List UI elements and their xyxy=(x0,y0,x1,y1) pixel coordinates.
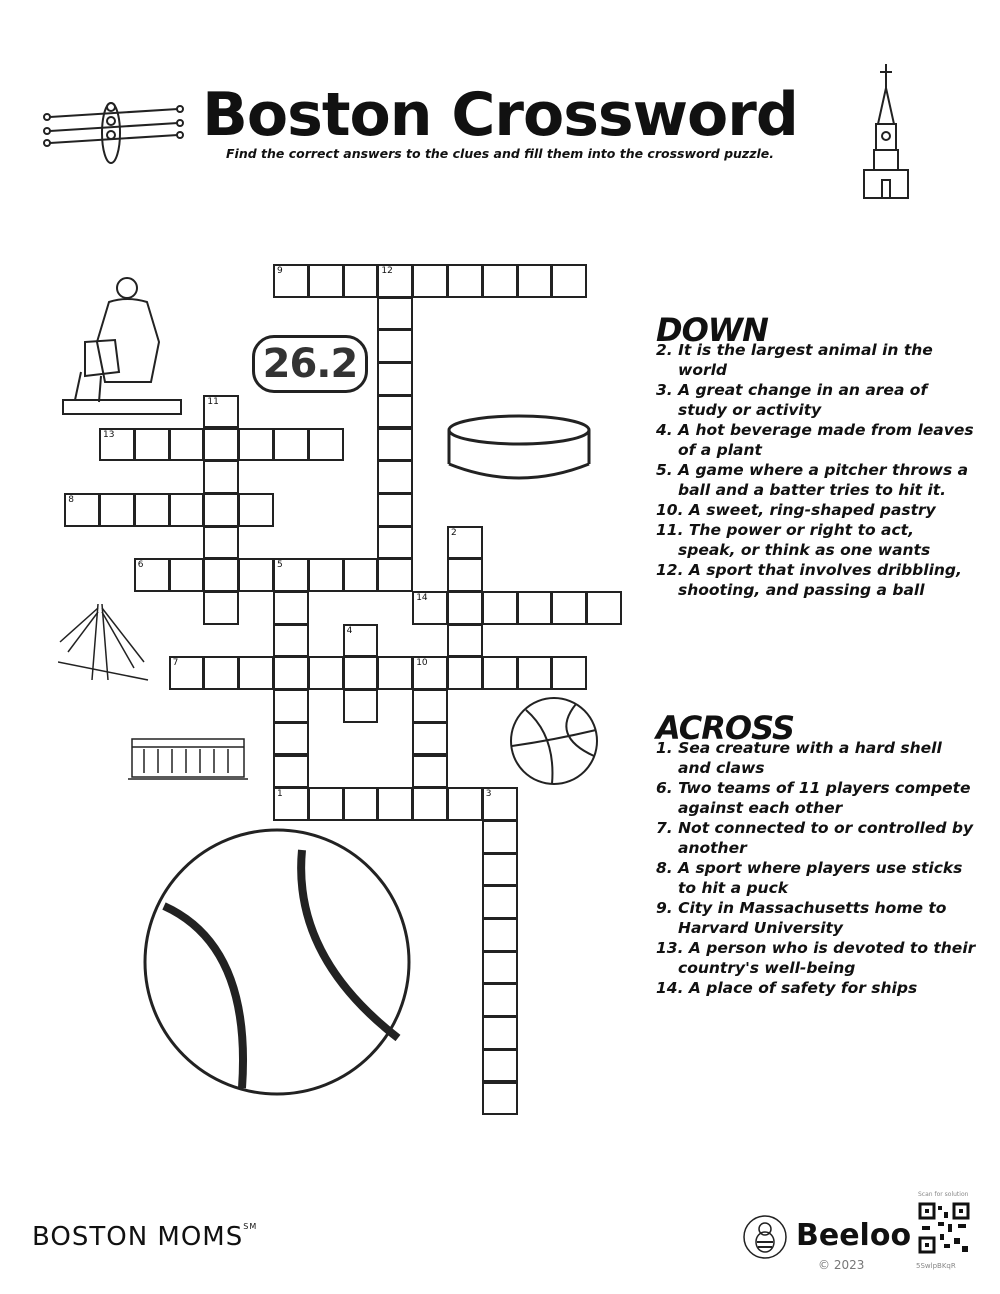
clue-number: 12 xyxy=(381,266,393,276)
crossword-cell[interactable] xyxy=(482,918,518,952)
crossword-cell[interactable] xyxy=(412,787,448,821)
crossword-cell[interactable] xyxy=(308,428,344,462)
crossword-cell[interactable] xyxy=(551,591,587,625)
across-clue: 9. City in Massachusetts home to Harvard University xyxy=(656,899,947,937)
marathon-badge-text: 26.2 xyxy=(262,341,358,387)
crossword-cell[interactable] xyxy=(447,591,483,625)
crossword-cell[interactable] xyxy=(412,689,448,723)
crossword-cell[interactable] xyxy=(343,689,379,723)
down-clue: 10. A sweet, ring-shaped pastry xyxy=(656,501,936,519)
across-clue: 8. A sport where players use sticks to hit a puck xyxy=(656,859,963,897)
crossword-cell[interactable] xyxy=(482,1082,518,1116)
crossword-cell[interactable] xyxy=(308,558,344,592)
crossword-cell[interactable] xyxy=(447,624,483,658)
down-clue: 4. A hot beverage made from leaves of a plant xyxy=(656,421,974,459)
crossword-cell[interactable] xyxy=(412,591,448,625)
crossword-cell[interactable] xyxy=(377,493,413,527)
crossword-cell[interactable] xyxy=(64,493,100,527)
down-clue: 3. A great change in an area of study or activity xyxy=(656,381,928,419)
down-clue: 12. A sport that involves dribbling, shooting, and passing a ball xyxy=(656,561,962,599)
crossword-cell[interactable] xyxy=(169,493,205,527)
clue-number: 5 xyxy=(277,560,283,571)
scan-label: Scan for solution xyxy=(918,1191,969,1198)
down-clue: 5. A game where a pitcher throws a ball and a batter tries to hit it. xyxy=(656,461,969,499)
across-heading: ACROSS xyxy=(656,709,795,747)
clue-number: 10 xyxy=(416,658,428,669)
crossword-cell[interactable] xyxy=(377,460,413,494)
crossword-cell[interactable] xyxy=(482,656,518,690)
clue-number: 13 xyxy=(103,429,115,440)
clue-number: 1 xyxy=(277,789,283,800)
crossword-cell[interactable] xyxy=(377,428,413,462)
across-clue: 1. Sea creature with a hard shell and claws xyxy=(656,739,942,777)
crossword-cell[interactable] xyxy=(482,951,518,985)
crossword-cell[interactable] xyxy=(203,558,239,592)
crossword-cell[interactable] xyxy=(482,885,518,919)
copyright: © 2023 xyxy=(818,1258,865,1272)
crossword-cell[interactable] xyxy=(447,558,483,592)
qr-code-label: 5SwlpBKqR xyxy=(916,1262,956,1270)
crossword-cell[interactable] xyxy=(308,787,344,821)
crossword-cell[interactable] xyxy=(134,558,170,592)
clue-number: 4 xyxy=(346,625,353,636)
crossword-cell[interactable] xyxy=(99,493,135,527)
crossword-cell[interactable] xyxy=(308,656,344,690)
clue-number: 6 xyxy=(137,560,144,571)
crossword-cell[interactable] xyxy=(343,787,379,821)
crossword-cell[interactable] xyxy=(377,264,413,298)
down-clue: 11. The power or right to act, speak, or think as one wants xyxy=(656,521,931,559)
crossword-cell[interactable] xyxy=(169,428,205,462)
crossword-cell[interactable] xyxy=(203,493,239,527)
beeloo-logo-text: Beeloo xyxy=(796,1218,912,1253)
crossword-cell[interactable] xyxy=(517,264,553,298)
crossword-cell[interactable] xyxy=(412,264,448,298)
crossword-cell[interactable] xyxy=(203,395,239,429)
crossword-cell[interactable] xyxy=(343,656,379,690)
crossword-cell[interactable] xyxy=(273,558,309,592)
crossword-cell[interactable] xyxy=(377,526,413,560)
crossword-cell[interactable] xyxy=(447,787,483,821)
crossword-cell[interactable] xyxy=(99,428,135,462)
crossword-cell[interactable] xyxy=(169,656,205,690)
crossword-cell[interactable] xyxy=(517,656,553,690)
crossword-cell[interactable] xyxy=(169,558,205,592)
crossword-cell[interactable] xyxy=(482,853,518,887)
clue-number: 8 xyxy=(68,494,74,505)
boston-moms-text: BOSTON MOMS xyxy=(32,1222,244,1252)
crossword-cell[interactable] xyxy=(412,656,448,690)
crossword-cell[interactable] xyxy=(273,264,309,298)
crossword-cell[interactable] xyxy=(238,493,274,527)
clue-number: 11 xyxy=(207,396,219,407)
crossword-cell[interactable] xyxy=(517,591,553,625)
crossword-cell[interactable] xyxy=(238,558,274,592)
crossword-cell[interactable] xyxy=(273,787,309,821)
across-clue: 14. A place of safety for ships xyxy=(656,979,918,997)
crossword-cell[interactable] xyxy=(377,297,413,331)
crossword-cell[interactable] xyxy=(273,689,309,723)
crossword-cell[interactable] xyxy=(482,264,518,298)
clue-number: 2 xyxy=(451,527,457,538)
crossword-cell[interactable] xyxy=(273,591,309,625)
crossword-cell[interactable] xyxy=(482,1016,518,1050)
boston-moms-logo xyxy=(32,1222,257,1252)
crossword-cell[interactable] xyxy=(203,656,239,690)
crossword-cell[interactable] xyxy=(273,656,309,690)
crossword-cell[interactable] xyxy=(447,656,483,690)
down-clue: 2. It is the largest animal in the world xyxy=(656,341,933,379)
crossword-cell[interactable] xyxy=(377,656,413,690)
crossword-cell[interactable] xyxy=(586,591,622,625)
crossword-cell[interactable] xyxy=(482,820,518,854)
across-clue: 13. A person who is devoted to their country's well-being xyxy=(656,939,976,977)
clue-number: 9 xyxy=(277,266,283,276)
crossword-cell[interactable] xyxy=(377,787,413,821)
service-mark: SM xyxy=(243,1222,258,1231)
crossword-cell[interactable] xyxy=(377,362,413,396)
crossword-cell[interactable] xyxy=(412,755,448,789)
crossword-cell[interactable] xyxy=(238,656,274,690)
page-title: Boston Crossword xyxy=(202,80,798,150)
crossword-cell[interactable] xyxy=(273,722,309,756)
crossword-cell[interactable] xyxy=(134,493,170,527)
crossword-cell[interactable] xyxy=(551,656,587,690)
crossword-cell[interactable] xyxy=(377,395,413,429)
crossword-cell[interactable] xyxy=(343,264,379,298)
crossword-cell[interactable] xyxy=(134,428,170,462)
clue-number: 3 xyxy=(485,789,492,800)
crossword-cell[interactable] xyxy=(203,591,239,625)
across-clue: 6. Two teams of 11 players compete against each other xyxy=(656,779,971,817)
clue-number: 7 xyxy=(172,658,179,669)
bee-icon xyxy=(742,1214,788,1260)
crossword-cell[interactable] xyxy=(377,558,413,592)
crossword-cell[interactable] xyxy=(203,460,239,494)
down-heading: DOWN xyxy=(656,311,768,349)
clue-number: 14 xyxy=(416,593,428,603)
crossword-cell[interactable] xyxy=(203,428,239,462)
crossword-cell[interactable] xyxy=(308,264,344,298)
crossword-cell[interactable] xyxy=(447,526,483,560)
crossword-cell[interactable] xyxy=(203,526,239,560)
qr-code-icon[interactable] xyxy=(918,1202,970,1254)
crossword-cell[interactable] xyxy=(551,264,587,298)
across-clues xyxy=(656,709,976,998)
crossword-cell[interactable] xyxy=(273,428,309,462)
crossword-cell[interactable] xyxy=(482,787,518,821)
crossword-cell[interactable] xyxy=(447,264,483,298)
crossword-cell[interactable] xyxy=(273,755,309,789)
page-subtitle: Find the correct answers to the clues and fill them into the crossword puzzle. xyxy=(226,146,774,161)
crossword-cell[interactable] xyxy=(343,558,379,592)
across-clue: 7. Not connected to or controlled by another xyxy=(656,819,974,857)
crossword-cell[interactable] xyxy=(273,624,309,658)
crossword-cell[interactable] xyxy=(343,624,379,658)
crossword-cell[interactable] xyxy=(412,722,448,756)
crossword-cell[interactable] xyxy=(238,428,274,462)
crossword-cell[interactable] xyxy=(377,329,413,363)
crossword-cell[interactable] xyxy=(482,983,518,1017)
down-clues xyxy=(656,311,976,600)
crossword-cell[interactable] xyxy=(482,1049,518,1083)
crossword-cell[interactable] xyxy=(482,591,518,625)
